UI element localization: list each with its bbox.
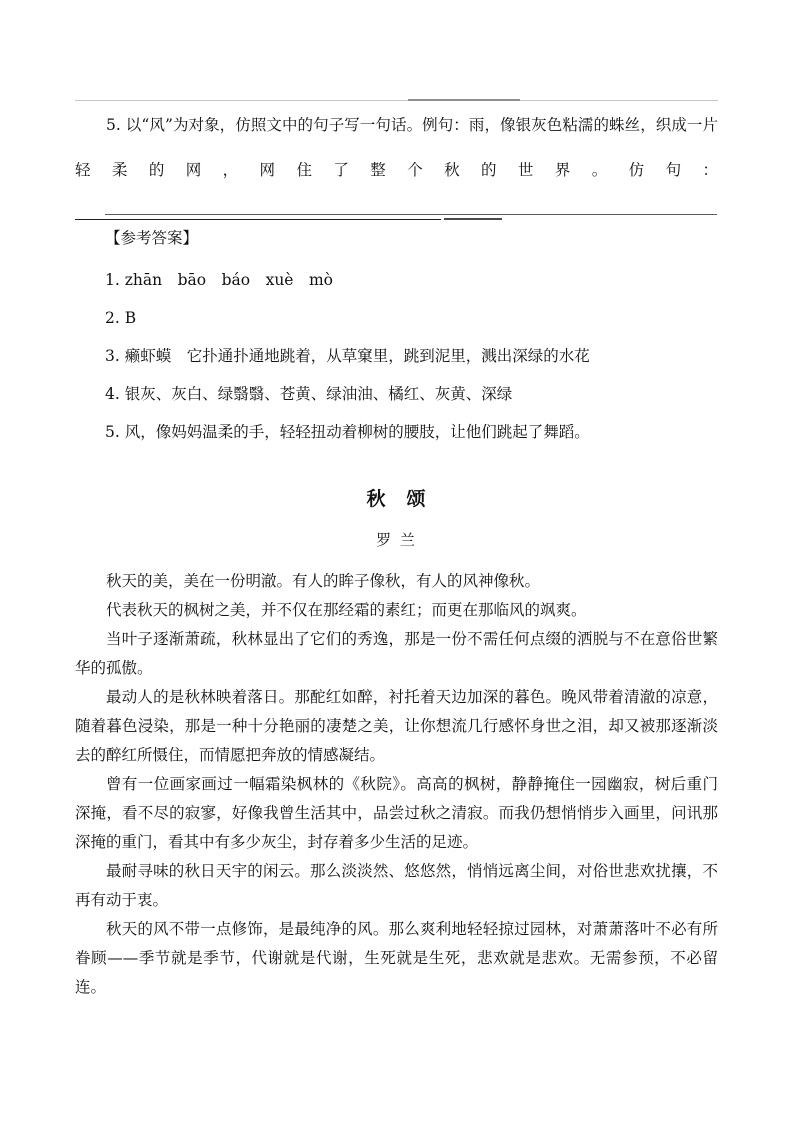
answer-item-2: 2. B bbox=[105, 309, 137, 327]
essay-author: 罗 兰 bbox=[376, 531, 417, 549]
answer-item-1: 1. zhān bāo báo xuè mò bbox=[105, 271, 334, 289]
section-divider-rule bbox=[105, 214, 717, 215]
page-top-rule-segment bbox=[408, 99, 520, 101]
page-top-rule bbox=[75, 100, 718, 101]
essay-paragraph: 当叶子逐渐萧疏，秋林显出了它们的秀逸，那是一份不需任何点缀的洒脱与不在意俗世繁华的孤傲。 bbox=[75, 630, 718, 677]
essay-paragraph: 最动人的是秋林映着落日。那酡红如醉，衬托着天边加深的暮色。晚风带着清澈的凉意，随着暮色浸染，那是一种十分艳丽的凄楚之美，让你想流几行感怀身世之泪，却又被那逐渐淡去的醉红所慑住，而情愿把奔放的情感凝结。 bbox=[75, 688, 718, 764]
answer-key-header: 【参考答案】 bbox=[105, 229, 199, 247]
answer-blank-segment bbox=[444, 200, 502, 220]
essay-title: 秋 颂 bbox=[366, 488, 427, 510]
question-5-text: 5. 以“风”为对象，仿照文中的句子写一句话。例句：雨，像银灰色粘濡的蛛丝，织成一片轻柔的网，网住了整个秋的世界。仿句： bbox=[75, 116, 718, 179]
essay-section bbox=[75, 484, 718, 1002]
essay-paragraph: 曾有一位画家画过一幅霜染枫林的《秋院》。高高的枫树，静静掩住一园幽寂，树后重门深掩，看不尽的寂寥，好像我曾生活其中，品尝过秋之清寂。而我仍想悄悄步入画里，问讯那深掩的重门，看其中有多少灰尘，封存着多少生活的足迹。 bbox=[75, 775, 718, 851]
answer-item-3: 3. 癞虾蟆 它扑通扑通地跳着，从草窠里，跳到泥里，溅出深绿的水花 bbox=[105, 347, 590, 365]
answer-key-section bbox=[105, 226, 717, 458]
answer-item-5: 5. 风，像妈妈温柔的手，轻轻扭动着柳树的腰肢，让他们跳起了舞蹈。 bbox=[105, 423, 590, 441]
answer-item-4: 4. 银灰、灰白、绿翳翳、苍黄、绿油油、橘红、灰黄、深绿 bbox=[105, 385, 513, 403]
essay-paragraph: 秋天的风不带一点修饰，是最纯净的风。那么爽利地轻轻掠过园林，对萧萧落叶不必有所眷顾——季节就是季节，代谢就是代谢，生死就是生死，悲欢就是悲欢。无需参预，不必留连。 bbox=[75, 920, 718, 996]
answer-blank-line bbox=[75, 203, 441, 220]
question-5 bbox=[75, 103, 718, 238]
essay-paragraph: 最耐寻味的秋日天宇的闲云。那么淡淡然、悠悠然，悄悄远离尘间，对俗世悲欢扰攘，不再有动于衷。 bbox=[75, 862, 718, 909]
essay-paragraph: 代表秋天的枫树之美，并不仅在那经霜的素红；而更在那临风的飒爽。 bbox=[106, 601, 587, 619]
essay-paragraph: 秋天的美，美在一份明澈。有人的眸子像秋，有人的风神像秋。 bbox=[106, 572, 541, 590]
